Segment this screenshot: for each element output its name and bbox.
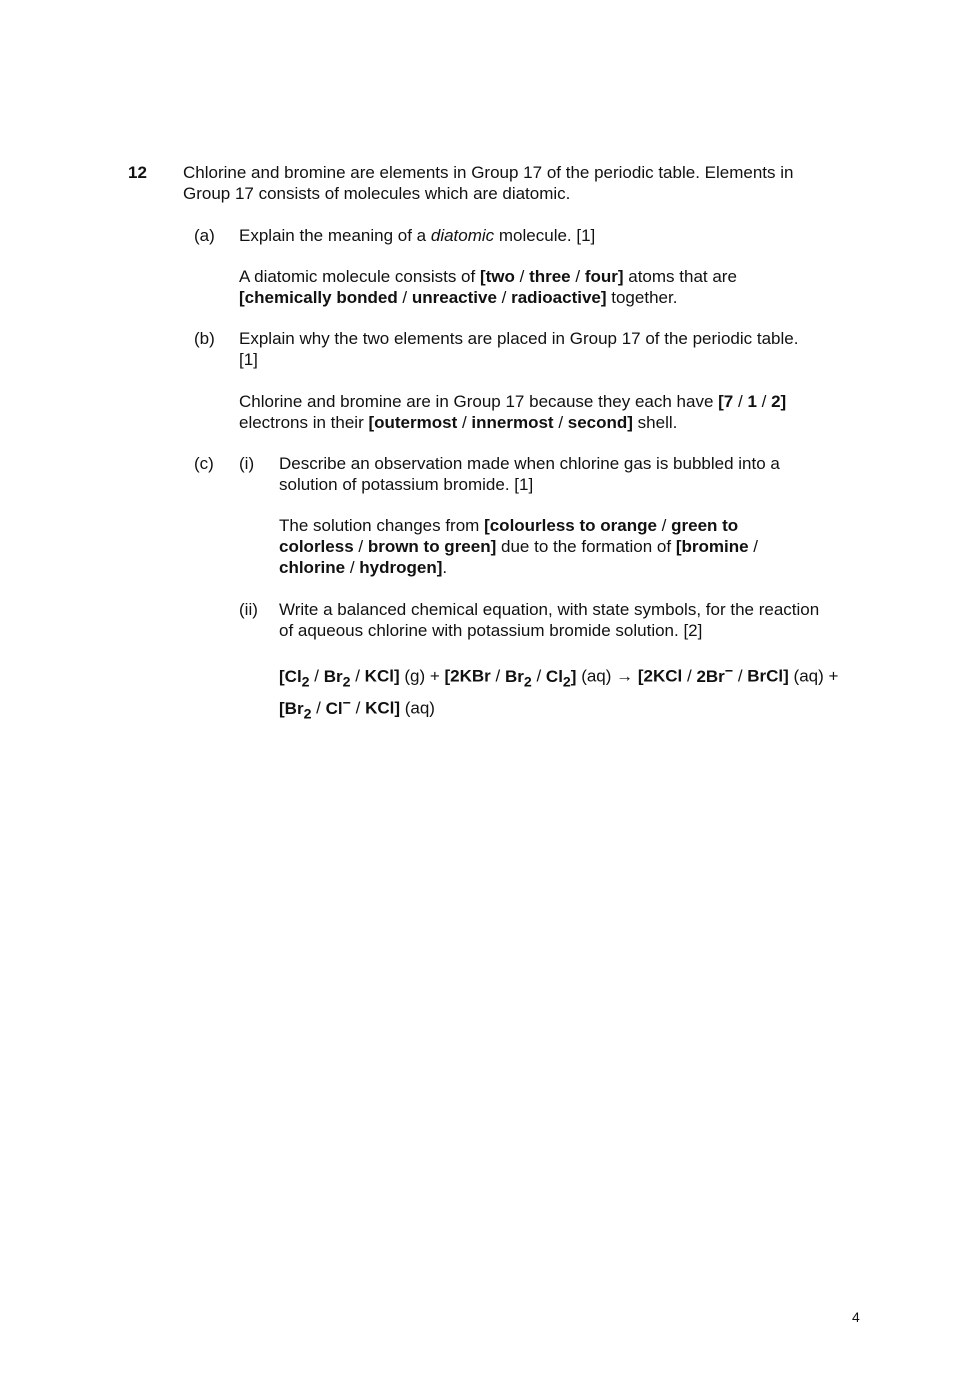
part-c-label: (c) [194,454,214,473]
part-b-prompt: Explain why the two elements are placed in Group 17 of the periodic table. [1] [239,329,799,369]
part-a-prompt: Explain the meaning of a diatomic molecule. [1] [239,226,596,245]
part-b-answer: Chlorine and bromine are in Group 17 because they each have [7 / 1 / 2] electrons in their [outermost / innermost / second] shell. [239,392,787,432]
part-a-label: (a) [194,226,215,245]
part-c-i-prompt: Describe an observation made when chlorine gas is bubbled into a solution of potassium bromide. [1] [279,454,780,494]
page-number: 4 [852,1309,860,1325]
part-c-ii-label: (ii) [239,600,258,619]
question-stem: Chlorine and bromine are elements in Group 17 of the periodic table. Elements in Group 17 consists of molecules which are diatomic. [183,163,794,203]
question-number: 12 [128,163,147,182]
part-a-answer: A diatomic molecule consists of [two / three / four] atoms that are [chemically bonded / unreactive / radioactive] together. [239,267,737,307]
part-c-i-label: (i) [239,454,255,473]
part-b-label: (b) [194,329,215,348]
part-c-ii-equation: $[Cl_2 / Br_2 / KCl] (g) + [2KBr / Br_2 / Cl_2] (aq) \to [2KCl / 2Br^-$ / BrCl] $(aq) + [Br_2 / Cl^- / KCl]$ (aq) [279,663,839,723]
part-c-ii-prompt: Write a balanced chemical equation, with state symbols, for the reaction of aqueous chlorine with potassium bromide solution. [2] [279,600,820,640]
part-a-prompt-italic: diatomic [430,226,495,245]
part-c-i-answer: The solution changes from [colourless to orange / green to colorless / brown to green] due to the formation of [bromine / chlorine / hydrogen]. [279,516,759,577]
